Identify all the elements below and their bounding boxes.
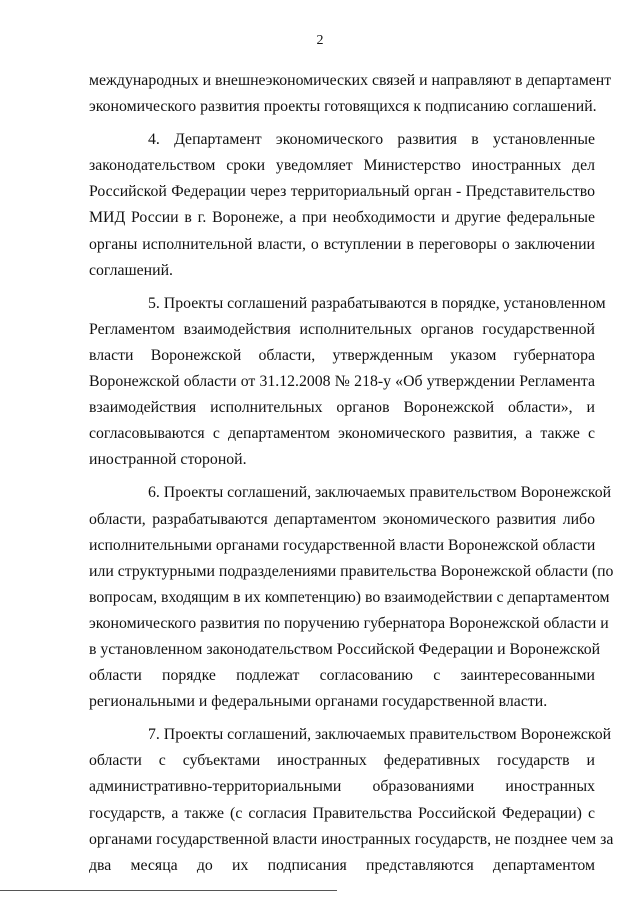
text-line: 4. Департамент экономического развития в установленные: [148, 131, 595, 149]
paragraph-5: [89, 291, 606, 474]
text-line: Регламентом взаимодействия исполнительных органов государственной: [89, 320, 595, 338]
text-line: два месяца до их подписания представляются департаментом: [89, 856, 595, 874]
text-line: Российской Федерации через территориальный орган - Представительство: [89, 183, 595, 201]
text-line: соглашений.: [89, 261, 173, 279]
text-line: 6. Проекты соглашений, заключаемых правительством Воронежской: [148, 484, 612, 502]
text-line: 5. Проекты соглашений разрабатываются в порядке, установленном: [148, 294, 606, 312]
text-line: региональными и федеральными органами государственной власти.: [89, 693, 548, 711]
text-line: экономического развития по поручению губернатора Воронежской области и: [89, 614, 609, 632]
text-line: области с субъектами иностранных федеративных государств и: [89, 752, 595, 770]
paragraph-4: [89, 127, 595, 284]
text-line: иностранной стороной.: [89, 451, 247, 469]
text-line: экономического развития проекты готовящихся к подписанию соглашений.: [89, 98, 597, 116]
text-line: области, разрабатываются департаментом экономического развития либо: [89, 510, 595, 528]
text-line: в установленном законодательством Российской Федерации и Воронежской: [89, 640, 601, 658]
text-line: исполнительными органами государственной власти Воронежской области: [89, 536, 596, 554]
text-line: или структурными подразделениями правительства Воронежской области (по: [89, 562, 614, 580]
text-line: согласовываются с департаментом экономического развития, а также с: [89, 425, 595, 443]
document-body: [89, 68, 614, 879]
text-line: МИД России в г. Воронеже, а при необходимости и другие федеральные: [89, 209, 595, 227]
paragraph-7: [89, 722, 614, 879]
text-line: законодательством сроки уведомляет Министерство иностранных дел: [89, 157, 595, 175]
text-line: государств, а также (с согласия Правительства Российской Федерации) с: [89, 804, 595, 822]
paragraph-6: [89, 480, 614, 715]
text-line: области порядке подлежат согласованию с заинтересованными: [89, 667, 595, 685]
text-line: органами государственной власти иностранных государств, не позднее чем за: [89, 830, 614, 848]
text-line: международных и внешнеэкономических связей и направляют в департамент: [89, 72, 612, 89]
footer-rule: [0, 890, 337, 891]
text-line: органы исполнительной власти, о вступлении в переговоры о заключении: [89, 235, 595, 253]
paragraph-continuation: [89, 68, 612, 120]
text-line: 7. Проекты соглашений, заключаемых правительством Воронежской: [148, 726, 612, 744]
text-line: власти Воронежской области, утвержденным указом губернатора: [89, 346, 595, 364]
page-number: 2: [316, 33, 324, 48]
text-line: Воронежской области от 31.12.2008 № 218-у «Об утверждении Регламента: [89, 373, 595, 391]
text-line: вопросам, входящим в их компетенцию) во взаимодействии с департаментом: [89, 588, 610, 606]
text-line: административно-территориальными образованиями иностранных: [89, 778, 595, 796]
text-line: взаимодействия исполнительных органов Воронежской области», и: [89, 399, 595, 417]
